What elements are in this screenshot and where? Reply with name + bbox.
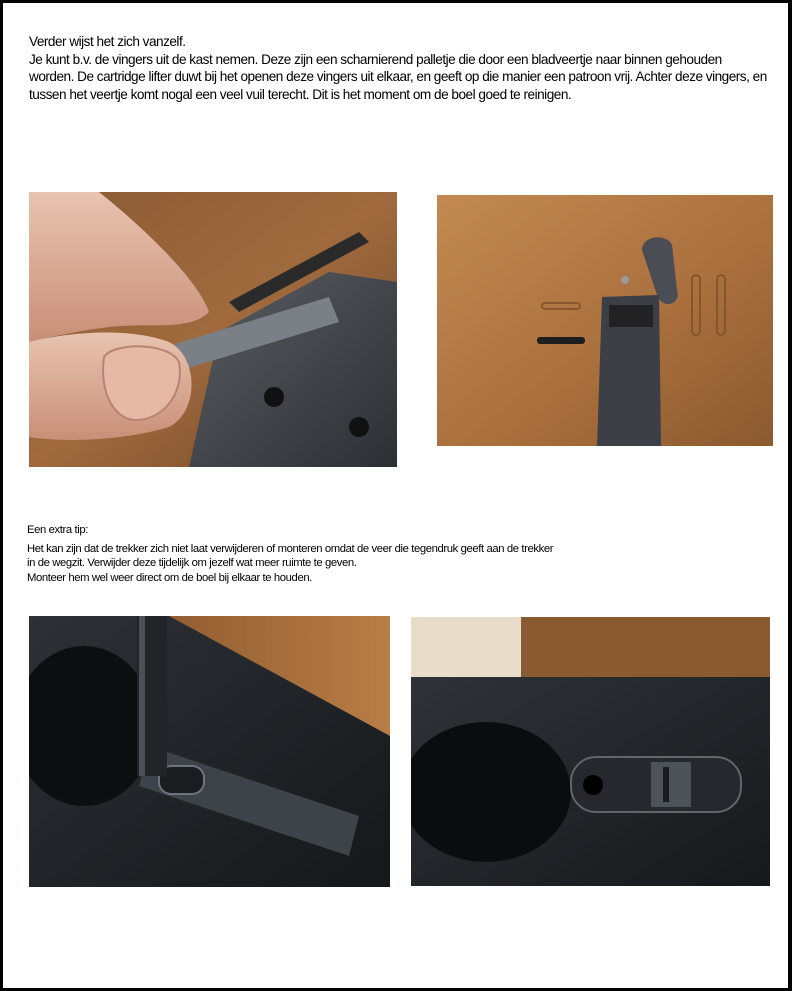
intro-line-1: Verder wijst het zich vanzelf. [29,34,186,49]
photo-removing-trigger-spring [29,616,390,887]
tip-title: Een extra tip: [27,524,88,536]
extra-tip-text [27,523,767,586]
intro-paragraph: Je kunt b.v. de vingers uit de kast nemen. Deze zijn een scharnierend palletje die door een bladveertje naar binnen gehouden worden. De cartridge lifter duwt bij het openen deze vingers uit elkaar, en geeft op die manier een patroon vrij. Achter deze vingers, en tussen het veertje komt nogal een veel vuil terecht. Dit is het moment om de boel goed te reinigen. [29,51,767,102]
tip-line-2: in de wegzit. Verwijder deze tijdelijk om jezelf wat meer ruimte te geven. [27,557,357,570]
tip-line-3: Monteer hem wel weer direct om de boel bij elkaar te houden. [27,572,312,585]
tip-line-1: Het kan zijn dat de trekker zich niet laat verwijderen of monteren omdat de veer die tegendruk geeft aan de trekker [27,542,554,555]
intro-text [29,33,769,103]
photo-receiver-interior [411,617,770,886]
photo-fingers-removing-finger [29,192,397,467]
photo-parts-on-workbench [437,195,773,446]
